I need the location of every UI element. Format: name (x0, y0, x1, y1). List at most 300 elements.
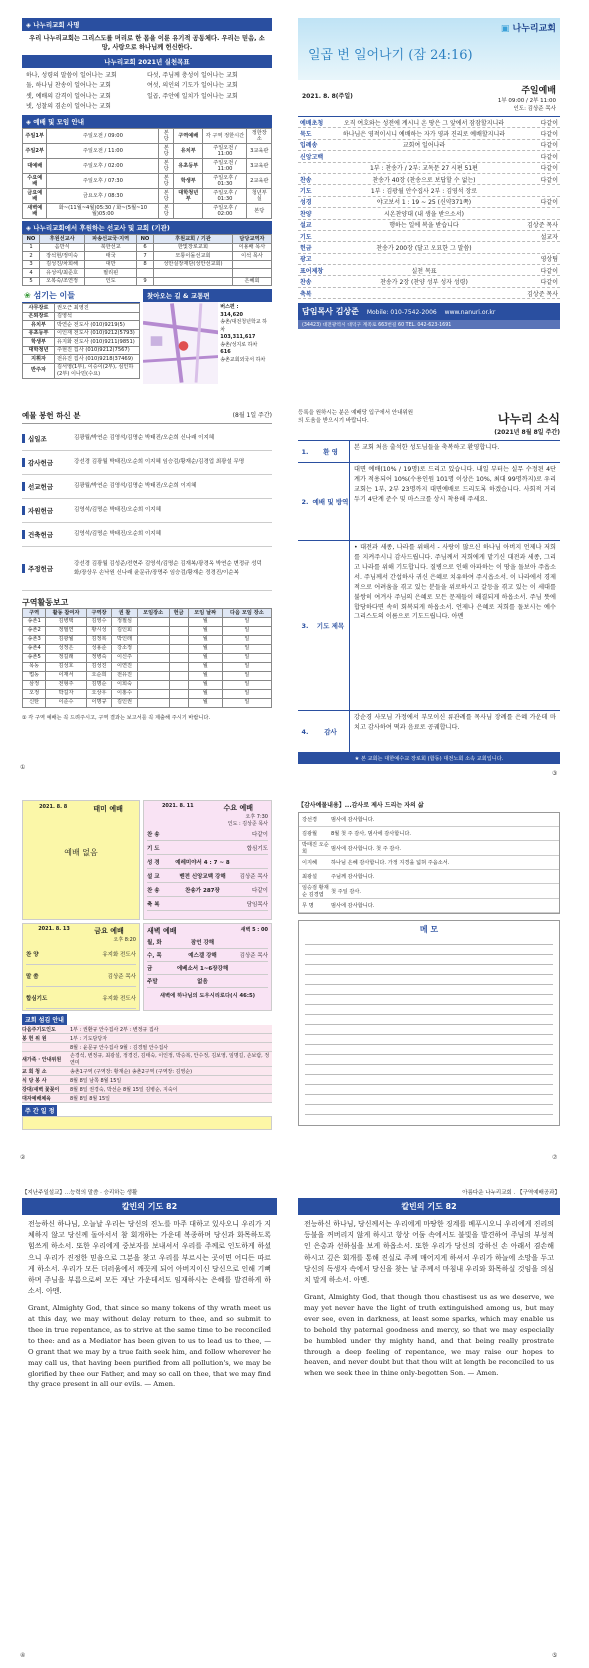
duty-row (22, 1034, 272, 1043)
service-cell: 말 씀 (26, 973, 39, 980)
prayer-title-right: 칼빈의 기도 82 (298, 1198, 560, 1215)
lesson-tag: 아름다운 나누리교회 . 【구역예배공과】 (462, 1190, 560, 1196)
staff-name: 주현진 집사 (010)9212(7567) (55, 346, 140, 355)
fri-panel (22, 923, 140, 1011)
offering-row (22, 451, 272, 475)
memo-line (305, 955, 553, 965)
prayer-english-left: Grant, Almighty God, that since so many tokens of thy wrath meet us at this day, we may without delay return to thee, and so submit to thee in true repentance, as to strive at the same time to be reconciled to thee: and as a Mediator has been given to us to lead us to thee, — O grant that we may by a true faith seek him, and follow wherever he may call us, that having been purified from all pollution's, we may be glorified by thee our Father, and may so call on thee, that we may find thy grace present in all our evils. — Amen. (28, 1304, 271, 1389)
offering-names: 김영석/김명순 박태진/오순희 이지혜 (74, 507, 161, 514)
worship-cell: 정한장소 (247, 129, 272, 144)
news-number: 3. (301, 621, 309, 630)
service-row (147, 855, 268, 869)
group-cell: 김영수 (86, 617, 111, 626)
service-name: 주일예배 (521, 86, 556, 96)
mission-cell: 태국 (85, 252, 137, 261)
duty-assignees: 1부 : 권환규 안수집사 2부 : 변정규 집사 (70, 1026, 159, 1033)
service-cell: 주말 (147, 979, 158, 985)
memo-line (305, 1095, 553, 1105)
worship-cell: 대학청년부 (174, 189, 203, 204)
order-item-name: 표어제창 (300, 267, 324, 275)
news-number: 1. (301, 447, 309, 456)
mission-table (22, 234, 272, 286)
duty-table (22, 1025, 272, 1103)
group-cell: 송촌5 (23, 653, 46, 662)
memo-line (305, 975, 553, 985)
group-cell: 정필심 (112, 617, 137, 626)
staff-row (23, 338, 140, 347)
memo-line (305, 1005, 553, 1015)
group-row (23, 689, 272, 698)
memo-line (305, 945, 553, 955)
memo-title: 메 모 (419, 925, 439, 934)
group-cell: 정길래 (46, 653, 87, 662)
worship-cell: 본당 (159, 189, 174, 204)
offering-row (22, 475, 272, 499)
group-cell (169, 680, 188, 689)
staff-role: 유초등부 (23, 329, 55, 338)
order-item-content: 교회여 일어나라 (402, 142, 446, 150)
mission-cell: 장석현/정미숙 (39, 252, 84, 261)
mission-cell: 4 (23, 269, 40, 278)
group-cell: 이명규 (86, 698, 111, 707)
offering-type-label: 십일조 (28, 435, 47, 443)
group-cell (137, 662, 169, 671)
group-head-cell: 구역장 (86, 609, 111, 618)
page-1-left (22, 18, 272, 378)
offering-title: 예물 봉헌 하신 분 (22, 411, 81, 420)
news-body: 강순경 사모님 가정에서 부모이신 류관례를 목사님 장례를 은혜 가운데 마치고 감사하여 떡과 음료로 공궤합니다. (354, 714, 556, 731)
order-item-content: 실천 목표 (411, 267, 437, 275)
group-cell: 이재서 (46, 671, 87, 680)
order-item-person: 영상팀 (540, 256, 558, 264)
group-table (22, 608, 272, 708)
group-cell (169, 653, 188, 662)
sunday-panel (22, 800, 140, 920)
memo-line (305, 1065, 553, 1075)
group-cell: 김정복 (86, 635, 111, 644)
worship-row (23, 174, 272, 189)
footer-address: (34423) 대전광역시 대덕구 계족로 663번길 60 TEL. 042-623-1691 (298, 320, 560, 329)
bus-stop: 송촌교회외국서 하차 (220, 356, 266, 363)
order-item-content: 행하는 일에 복을 받습니다 (389, 222, 459, 230)
order-row (298, 276, 560, 287)
group-cell: 이희숙 (112, 680, 137, 689)
order-row (298, 242, 560, 253)
offering-row (22, 427, 272, 451)
order-item-name: 축복 (300, 290, 312, 298)
fri-title: 금요 예배 (94, 927, 124, 935)
order-item-person: 설교자 (540, 233, 558, 241)
order-item-content: 야고보서 1 : 19 ~ 25 (신약371쪽) (376, 199, 472, 207)
staff-row (23, 355, 140, 364)
order-row (298, 197, 560, 208)
thanks-name: 이지혜 (302, 860, 318, 866)
staff-role: 유치부 (23, 321, 55, 330)
page-number: ③ (552, 770, 558, 777)
service-row (147, 827, 268, 841)
mission-cell: 9 (137, 277, 154, 286)
service-row (147, 869, 268, 883)
goal-item: 셋, 예배의 감격이 일어나는 교회 (26, 92, 111, 100)
staff-name: 권오근 최영진 (55, 304, 140, 313)
duty-row (22, 1043, 272, 1052)
footer-website[interactable]: www.nanuri.or.kr (444, 309, 496, 317)
order-item-name: 찬송 (300, 176, 312, 184)
group-cell: 일 (222, 680, 271, 689)
news-body: 대면 예배(10% / 19명)로 드리고 있습니다. 내일 부터는 실무 수정된 4단계가 적용되어 10%(수용인원 101명 이상은 10%, 최대 99명까지)로 우리 교회는 1부, 2부 23명까지 대면예배로 드리도록 하겠습니다. 사회적 거리두기 4단계 준수 및 마스크를 상시 착용해 주세요. (354, 466, 556, 503)
sunday-body: 예배 없음 (64, 848, 98, 857)
group-cell (137, 689, 169, 698)
order-item-person: 다같이 (540, 199, 558, 207)
staff-row (23, 363, 140, 378)
thanks-title: 【감사예물내용】...감사로 제사 드리는 자의 삶 (298, 802, 424, 809)
page-4-right (298, 1188, 560, 1648)
mission-row (23, 277, 272, 286)
staff-row (23, 346, 140, 355)
news-number: 2. (301, 497, 309, 506)
memo-line (305, 1015, 553, 1025)
service-leader: 인도: 김상준 목사 (513, 106, 556, 112)
group-cell: 이연진 (112, 662, 137, 671)
order-row (298, 128, 560, 139)
worship-cell: 본당 (159, 129, 174, 144)
order-row (298, 140, 560, 151)
staff-title: 섬기는 이들 (33, 291, 75, 300)
goals-header: 나누리교회 2021년 실천목표 (22, 55, 272, 68)
news-label: 기도 제목 (312, 541, 350, 710)
service-cell: 유지화 전도사 (102, 951, 136, 958)
wed-leader: 인도 : 김상준 목사 (227, 821, 268, 827)
service-row (147, 883, 268, 897)
mission-cell (232, 260, 271, 269)
wed-rows (147, 827, 268, 911)
group-cell: 김성진 (86, 662, 111, 671)
news-foot: ★ 본 교회는 대한예수교 장로회 (합동) 대전노회 소속 교회입니다. (298, 753, 560, 764)
order-item-content: 하나님은 영적이시니 예배하는 자가 영과 진리로 예배할지니라 (342, 131, 506, 139)
goal-item: 여섯, 의인의 기도가 일어나는 교회 (147, 82, 238, 90)
order-item-person: 김상준 목사 (527, 290, 558, 298)
bus-info (218, 302, 272, 384)
group-cell: 김인권 (112, 698, 137, 707)
fri-date: 2021. 8. 13 (38, 926, 70, 932)
offering-type (22, 506, 70, 515)
group-cell: 월 (188, 635, 222, 644)
offering-type-label: 자원헌금 (28, 507, 54, 515)
mission-head-cell: 후원선교사 (39, 235, 84, 244)
worship-cell: 주일오전 / 09:00 (47, 129, 159, 144)
mission-header: ◈ 나누리교회에서 후원하는 선교사 및 교회 (기관) (22, 221, 272, 234)
worship-cell: 주일2부 (23, 144, 47, 159)
news-label: 감사 (312, 711, 350, 752)
memo-line (305, 1025, 553, 1035)
wed-time: 오후 7:30 (245, 814, 268, 820)
mission-cell: 성안실장재단(성안선교회) (153, 260, 232, 269)
bus-line: 103,311,617 (220, 334, 256, 340)
staff-name: 김영석 (55, 312, 140, 321)
group-cell: 이준수 (46, 698, 87, 707)
page-1-right (298, 18, 560, 378)
order-item-name: 성경 (300, 199, 312, 207)
mission-head-cell: 담당교역자 (232, 235, 271, 244)
order-item-person: 다같이 (540, 267, 558, 275)
worship-cell: 대예배 (23, 159, 47, 174)
thanks-message: 8월 첫 주 감사, 범사에 감사합니다. (331, 831, 411, 837)
service-cell: 유지화 전도사 (102, 995, 136, 1002)
order-row (298, 220, 560, 231)
group-head-cell: 모임장소 (137, 609, 169, 618)
worship-cell: 유초등부 (174, 159, 203, 174)
mission-cell: 북한선교 (85, 243, 137, 252)
service-cell: 없음 (197, 979, 208, 985)
order-item-content: 찬송가 2장 (찬양 성부 성자 성령) (380, 279, 468, 287)
service-cell: 김상준 목사 (239, 953, 268, 959)
order-item-name: 입례송 (300, 142, 318, 150)
prayer-korean-right: 전능하신 하나님, 당신께서는 우리에게 마땅한 징계를 베푸시오니 우리에게 진리의 등불을 꺼버리지 않게 하시고 항상 어둠 속에서도 불빛을 발견하여 주님의 부성적인 은총과 선하심을 보게 하옵소서. 또한 우리가 당신의 강하신 손 아래서 겸손해 하시고 깊은 회개를 통해 진실로 주께 매어지게 하셔서 우리가 하늘에 소망을 두고 당신의 독생자 속에서 당신을 찾는 날 주께서 마침내 우리와 화목하실 것임을 의심치 말게 하소서. 아멘. (304, 1220, 554, 1284)
dawn-rows (147, 936, 268, 988)
group-cell: 일 (222, 635, 271, 644)
news-row (298, 711, 560, 753)
staff-role: 대학청년 (23, 346, 55, 355)
thanks-row (299, 813, 559, 827)
page-number: ⑦ (552, 1154, 558, 1161)
service-cell: 다같이 (252, 887, 268, 894)
group-row (23, 644, 272, 653)
memo-line (305, 1045, 553, 1055)
service-cell: 김상준 목사 (239, 873, 268, 880)
page-3-left (22, 800, 272, 1152)
worship-cell: 본당 (247, 204, 272, 219)
banner-title: 일곱 번 일어나기 (잠 24:16) (308, 48, 473, 63)
group-cell (169, 635, 188, 644)
service-cell: 담임목사 (246, 901, 268, 908)
order-item-content: 시온찬양대 (내 생을 받으소서) (384, 210, 464, 218)
duty-assignees: 8월 8일 권경숙, 박선순 8월 15일 김병순, 지숙이 (70, 1086, 178, 1093)
group-cell: 월 (188, 680, 222, 689)
map-image (143, 302, 218, 384)
order-item-content: 1부 : 찬송가 / 2부: 교독문 27 시편 51편 (370, 165, 478, 173)
group-cell: 월 (188, 671, 222, 680)
group-row (23, 662, 272, 671)
mission-cell: 유성여/최준호 (39, 269, 84, 278)
group-head-cell: 다음 모임 장소 (222, 609, 271, 618)
offering-names: 김영석/김명순 박태진/오순희 이지혜 (74, 531, 161, 538)
group-cell: 성용준 (86, 644, 111, 653)
worship-cell: 3교육관 (247, 159, 272, 174)
order-item-content: 찬송가 200장 (달고 오묘한 그 말씀) (376, 244, 472, 252)
staff-role: 사무장로 (23, 304, 55, 313)
thanks-name: 임승검 황재순 김경엽 (302, 885, 329, 898)
news-date: (2021년 8월 8일 주간) (494, 429, 560, 436)
group-cell: 오정 (23, 689, 46, 698)
group-cell: 전형주 (46, 680, 87, 689)
group-cell: 신탄 (23, 698, 46, 707)
group-head-cell: 권 찰 (112, 609, 137, 618)
group-row (23, 617, 272, 626)
sermon-tag: 【지난주일설교】...능력의 말씀 · 승리하는 생활 (22, 1190, 138, 1196)
thanks-message: 범사에 감사합니다. (331, 903, 375, 909)
group-cell (169, 626, 188, 635)
news-intro: 등록을 원하시는 분은 예배당 입구에서 안내위원의 도움을 받으시기 바랍니다. (298, 410, 414, 424)
worship-header: ◈ 예배 및 모임 안내 (22, 115, 272, 128)
map-header: 찾아오는 길 & 교통편 (143, 289, 272, 302)
duty-assignees: 손경석, 변정규, 최광설, 정경진, 김태숙, 이인정, 박승복, 안수정, 김보영, 임명길, 손보람, 정연미 (70, 1053, 270, 1066)
staff-name: 김서영(1부), 이승이(2부), 심인하(2부) 이나민(수요) (55, 363, 140, 378)
service-cell: 찬 송 (147, 887, 160, 894)
mission-head-cell: 파송선교국·지역 (85, 235, 137, 244)
news-list (298, 440, 560, 753)
duty-assignees: 1부 : 기도담당자 (70, 1035, 108, 1042)
order-row (298, 254, 560, 265)
thanks-row (299, 827, 559, 841)
mission-cell (153, 269, 232, 278)
group-row (23, 635, 272, 644)
worship-cell: 주일오후 / 01:30 (203, 189, 247, 204)
thanks-name: 김광월 (302, 831, 318, 837)
offering-type-label: 감사헌금 (28, 459, 54, 467)
dawn-time: 새벽 5 : 00 (240, 927, 268, 933)
mission-cell: 6 (137, 243, 154, 252)
news-body: 본 교회 처음 출석한 성도님들을 축복하고 환영합니다. (354, 444, 500, 451)
service-cell: 김상준 목사 (107, 973, 136, 980)
mission-cell: 대만 (85, 260, 137, 269)
memo-line (305, 1055, 553, 1065)
worship-cell: 주일오전 / 11:00 (203, 159, 247, 174)
offering-type (22, 530, 70, 539)
worship-cell: 화~(11월~4월)05:30 / 화~(5월~10월)05:00 (47, 204, 159, 219)
order-row (298, 151, 560, 162)
service-cell: 합심기도 (246, 845, 268, 852)
group-cell: 박인래 (112, 635, 137, 644)
worship-cell (174, 204, 203, 219)
mission-cell (232, 269, 271, 278)
worship-row (23, 204, 272, 219)
service-cell: 합심기도 (26, 995, 48, 1002)
group-cell: 이신주 (112, 653, 137, 662)
service-date: 2021. 8. 8(주일) (302, 93, 353, 100)
group-cell: 전유진 (112, 671, 137, 680)
worship-cell: 주일오후 / 02:00 (47, 159, 159, 174)
order-item-name: 찬양 (300, 210, 312, 218)
leaf-icon: ❀ (24, 291, 31, 300)
thanks-message: 범사에 감사합니다. (331, 817, 375, 823)
mission-cell: 이석 목사 (232, 252, 271, 261)
thanks-name: 무 명 (302, 903, 314, 909)
group-cell: 송촌2 (23, 626, 46, 635)
service-row (147, 975, 268, 988)
news-label: 환 영 (312, 441, 350, 462)
worship-cell: 본당 (159, 159, 174, 174)
duty-assignees: 송촌1구역 (구역장: 황재순) 송촌2구역 (구역장: 김영순) (70, 1068, 193, 1075)
order-of-service (298, 116, 560, 299)
group-cell: 일 (222, 671, 271, 680)
duty-role: 강대/새벽 꽃꽂이 (22, 1086, 60, 1093)
group-head-cell: 헌금 (169, 609, 188, 618)
service-cell: 예스겔 강해 (188, 953, 217, 959)
thanks-message: 첫 주일 감사. (331, 888, 362, 895)
order-item-name: 신앙고백 (300, 153, 324, 161)
memo-line (305, 1105, 553, 1115)
memo-box (298, 920, 560, 1126)
duty-assignees: 8월 : 윤문규 안수집사 9월 : 김경필 안수집사 (70, 1044, 169, 1051)
service-row (147, 962, 268, 975)
sunday-title: 태미 예배 (93, 805, 123, 813)
group-cell (137, 653, 169, 662)
service-row (147, 841, 268, 855)
mission-head-cell: 후원교회 / 기관 (153, 235, 232, 244)
mission-head-cell: NO (23, 235, 40, 244)
mission-cell: 김성진/차희해 (39, 260, 84, 269)
memo-line (305, 1075, 553, 1085)
mission-cell: 3 (23, 260, 40, 269)
staff-name: 전유진 집사 (010)9218(37469) (55, 355, 140, 364)
group-cell (137, 698, 169, 707)
thanks-name: 강선경 (302, 817, 318, 823)
duty-row (22, 1085, 272, 1094)
group-cell (137, 671, 169, 680)
group-cell (169, 689, 188, 698)
page-2-left (22, 410, 272, 765)
group-cell (169, 662, 188, 671)
group-cell: 월 (188, 653, 222, 662)
footer-mobile: Mobile: 010-7542-2006 (366, 309, 437, 317)
order-row (298, 208, 560, 219)
news-title: 나누리 소식 (497, 412, 560, 426)
offering-type-label: 선교헌금 (28, 483, 54, 491)
offering-type (22, 434, 70, 443)
group-cell: 일 (222, 626, 271, 635)
offering-names: 김광월/박연순 김영석/김명순 박태진/오순희 이지혜 (74, 483, 197, 490)
staff-row (23, 304, 140, 313)
group-cell: 김명순 (86, 680, 111, 689)
group-cell (137, 617, 169, 626)
service-cell: 예레미야서 4 : 7 ~ 8 (175, 859, 230, 866)
page-number: ① (20, 764, 26, 771)
thanks-row (299, 841, 559, 856)
wed-panel (143, 800, 272, 920)
group-cell: 송촌4 (23, 644, 46, 653)
church-name: 나누리교회 (512, 24, 556, 34)
offering-type (22, 458, 70, 467)
offering-row (22, 523, 272, 547)
order-item-person: 다같이 (540, 142, 558, 150)
order-item-name: 예배초청 (300, 119, 324, 127)
group-cell (169, 644, 188, 653)
order-item-name: 찬송 (300, 279, 312, 287)
thanks-row (299, 884, 559, 899)
order-row (298, 174, 560, 185)
order-item-person: 다같이 (540, 279, 558, 287)
group-row (23, 653, 272, 662)
group-note: ① 각 구역 예배는 꼭 드려주시고, 구역 결과는 보고서를 꼭 제출해 주시기 바랍니다. (22, 714, 211, 721)
mission-cell: 1 (23, 243, 40, 252)
group-cell: 일 (222, 698, 271, 707)
dawn-panel (143, 923, 272, 1011)
group-cell (137, 644, 169, 653)
order-item-name: 헌금 (300, 244, 312, 252)
order-item-name: 광고 (300, 256, 312, 264)
order-item-name: 설교 (300, 222, 312, 230)
group-cell: 월 (188, 662, 222, 671)
group-cell (137, 626, 169, 635)
thanks-row (299, 899, 559, 913)
staff-role: 학생부 (23, 338, 55, 347)
group-cell: 목동 (23, 662, 46, 671)
order-item-person: 다같이 (540, 131, 558, 139)
group-cell: 월 (188, 644, 222, 653)
duty-assignees: 8월 8일 남쪽 8월 15일 (70, 1077, 122, 1084)
service-cell: 잠언 강해 (190, 940, 215, 946)
offering-type-label: 주정헌금 (28, 565, 54, 573)
